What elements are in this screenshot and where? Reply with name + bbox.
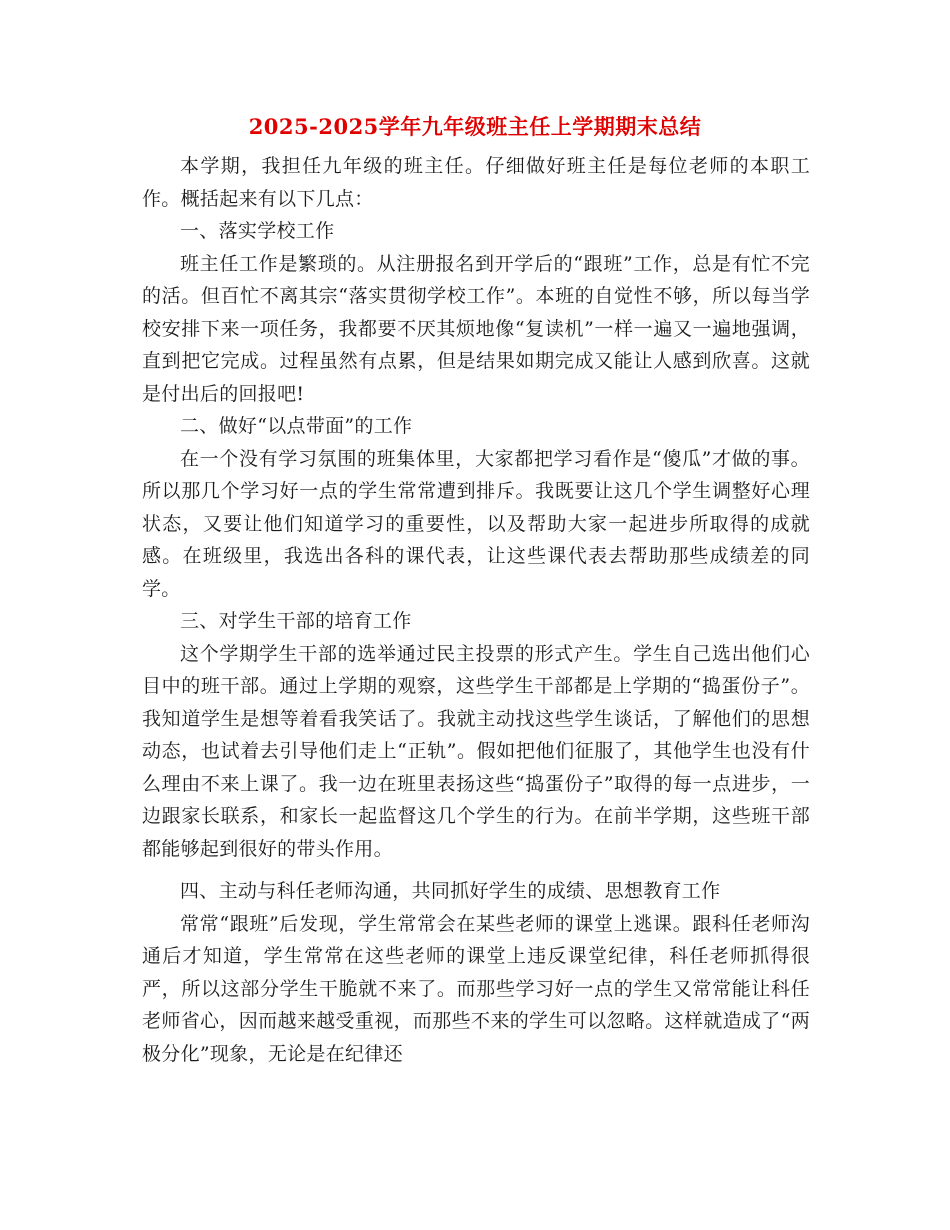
paragraph-intro: 本学期，我担任九年级的班主任。仔细做好班主任是每位老师的本职工作。概括起来有以下几点： [142,155,810,210]
paragraph-section-4: 常常“跟班”后发现，学生常常会在某些老师的课堂上逃课。跟科任老师沟通后才知道，学生常常在这些老师的课堂上违反课堂纪律，科任老师抓得很严，所以这部分学生干脆就不来了。而那些学习好一点的学生又常常能让科任老师省心，因而越来越受重视，而那些不来的学生可以忽略。这样就造成了“两极分化”现象，无论是在纪律还 [142,912,810,1065]
section-heading-4: 四、主动与科任老师沟通，共同抓好学生的成绩、思想教育工作 [180,880,721,902]
document-body [142,150,810,1070]
document-title: 2025-2025学年九年级班主任上学期期末总结 [248,114,702,139]
paragraph-section-1: 班主任工作是繁琐的。从注册报名到开学后的“跟班”工作，总是有忙不完的活。但百忙不离其宗“落实贯彻学校工作”。本班的自觉性不够，所以每当学校安排下来一项任务，我都要不厌其烦地像“复读机”一样一遍又一遍地强调，直到把它完成。过程虽然有点累，但是结果如期完成又能让人感到欣喜。这就是付出后的回报吧! [142,252,810,405]
section-heading-2: 二、做好“以点带面”的工作 [180,415,413,437]
paragraph-section-3: 这个学期学生干部的选举通过民主投票的形式产生。学生自己选出他们心目中的班干部。通过上学期的观察，这些学生干部都是上学期的“捣蛋份子”。我知道学生是想等着看我笑话了。我就主动找这些学生谈话，了解他们的思想动态，也试着去引导他们走上“正轨”。假如把他们征服了，其他学生也没有什么理由不来上课了。我一边在班里表扬这些“捣蛋份子”取得的每一点进步，一边跟家长联系，和家长一起监督这几个学生的行为。在前半学期，这些班干部都能够起到很好的带头作用。 [142,642,810,860]
paragraph-section-2: 在一个没有学习氛围的班集体里，大家都把学习看作是“傻瓜”才做的事。所以那几个学习好一点的学生常常遭到排斥。我既要让这几个学生调整好心理状态，又要让他们知道学习的重要性，以及帮助大家一起进步所取得的成就感。在班级里，我选出各科的课代表，让这些课代表去帮助那些成绩差的同学。 [142,447,810,600]
section-heading-3: 三、对学生干部的培育工作 [180,610,412,632]
section-heading-1: 一、落实学校工作 [180,220,335,242]
